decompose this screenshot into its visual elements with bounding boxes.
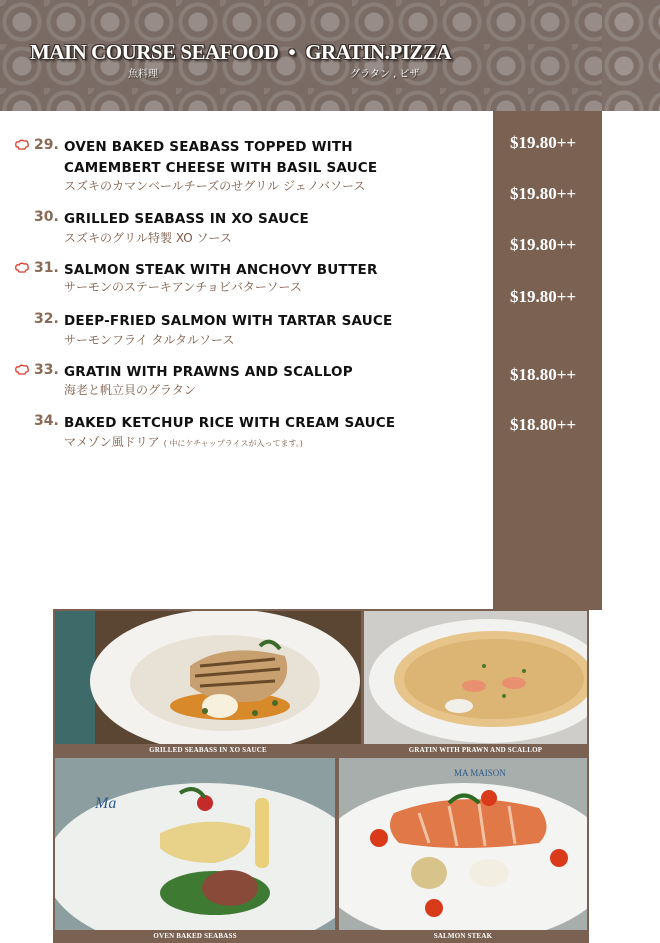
item-name-en: BAKED KETCHUP RICE WITH CREAM SAUCE	[64, 415, 396, 431]
title-separator: •	[288, 40, 296, 64]
caption-grilled-seabass: GRILLED SEABASS IN XO SAUCE	[149, 746, 267, 754]
item-number: 29.	[34, 137, 59, 153]
item-note-jp: ( 中にケチャップライスが入ってます。)	[163, 439, 303, 448]
header-pattern-strip	[602, 0, 660, 111]
menu-item-30	[14, 209, 484, 249]
title-right: GRATIN.PIZZA	[305, 40, 452, 64]
oven-baked-seabass-image	[55, 758, 335, 930]
item-name-jp: サーモンのステーキアンチョビバターソース	[64, 280, 302, 294]
menu-item-33	[14, 362, 484, 402]
item-name-en: GRILLED SEABASS IN XO SAUCE	[64, 211, 309, 227]
item-number: 31.	[34, 260, 59, 276]
item-name-jp-main: マメゾン風ドリア	[64, 435, 160, 449]
grilled-seabass-image	[55, 611, 361, 744]
salmon-steak-image	[339, 758, 587, 930]
item-number: 33.	[34, 362, 59, 378]
item-name-en	[64, 137, 377, 179]
caption-oven-baked-seabass: OVEN BAKED SEABASS	[153, 932, 237, 940]
item-name-line2: CAMEMBERT CHEESE WITH BASIL SAUCE	[64, 160, 378, 176]
price-34: $18.80++	[510, 415, 577, 434]
price-30: $19.80++	[510, 184, 577, 203]
price-29: $19.80++	[510, 133, 577, 152]
menu-item-29	[14, 137, 484, 197]
item-name-jp: 海老と帆立貝のグラタン	[64, 383, 196, 397]
caption-gratin: GRATIN WITH PRAWN AND SCALLOP	[408, 746, 543, 754]
item-number: 32.	[34, 311, 59, 327]
subtitle-left-jp: 魚料理	[128, 69, 158, 80]
price-31: $19.80++	[510, 235, 577, 254]
price-33: $18.80++	[510, 365, 577, 384]
item-name-jp: スズキのグリル特製 XO ソース	[64, 231, 232, 245]
item-name-jp: スズキのカマンベールチーズのせグリル ジェノバソース	[64, 179, 366, 193]
item-name-line1: OVEN BAKED SEABASS TOPPED WITH	[64, 139, 353, 155]
plate-logo-text: MA MAISON	[454, 768, 506, 778]
chef-hat-outline-icon	[14, 262, 30, 274]
photo-gratin	[364, 611, 587, 744]
item-name-jp: サーモンフライ タルタルソース	[64, 333, 235, 347]
item-name-jp	[64, 433, 303, 450]
chef-hat-outline-icon	[14, 139, 30, 151]
photo-oven-baked-seabass	[55, 758, 335, 930]
gratin-image	[364, 611, 587, 744]
menu-item-34	[14, 413, 484, 453]
plate-logo-text: Ma	[95, 795, 117, 812]
chef-hat-outline-icon	[14, 364, 30, 376]
menu-item-31	[14, 260, 484, 300]
caption-salmon-steak: SALMON STEAK	[433, 932, 493, 940]
title-left: MAIN COURSE SEAFOOD	[30, 40, 279, 64]
item-name-en: GRATIN WITH PRAWNS AND SCALLOP	[64, 364, 353, 380]
menu-item-32	[14, 311, 484, 351]
page-title	[30, 40, 451, 65]
item-number: 30.	[34, 209, 59, 225]
subtitle-right-jp: グラタン , ピザ	[350, 69, 420, 80]
photo-grilled-seabass	[55, 611, 361, 744]
item-number: 34.	[34, 413, 59, 429]
item-name-en: SALMON STEAK WITH ANCHOVY BUTTER	[64, 262, 378, 278]
price-32: $19.80++	[510, 287, 577, 306]
photo-salmon-steak	[339, 758, 587, 930]
item-name-en: DEEP-FRIED SALMON WITH TARTAR SAUCE	[64, 313, 393, 329]
